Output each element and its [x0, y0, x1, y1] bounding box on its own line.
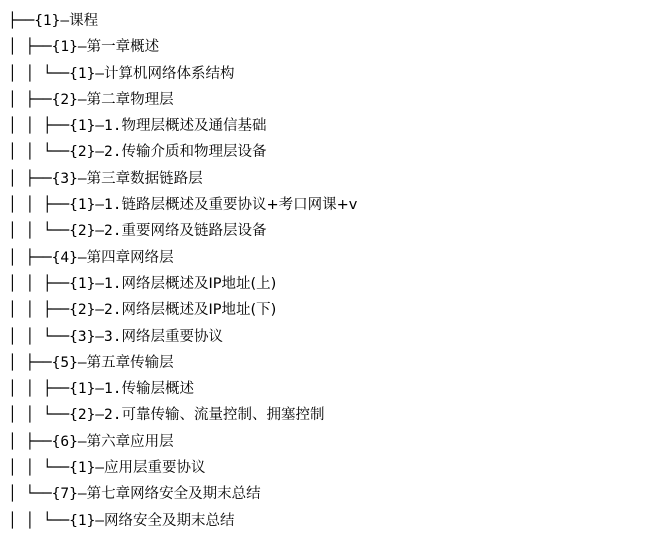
- tree-row-label: 传输层概述: [121, 381, 194, 398]
- tree-row-label: 传输介质和物理层设备: [121, 144, 267, 161]
- tree-branch-prefix: │ │ ├──{1}–1.: [8, 118, 122, 135]
- tree-row-label: 物理层概述及通信基础: [121, 118, 267, 135]
- tree-row-label: 可靠传输、流量控制、拥塞控制: [121, 407, 325, 424]
- tree-row[interactable]: [0, 34, 650, 60]
- tree-branch-prefix: │ │ └──{1}–: [8, 512, 105, 529]
- tree-row-label: 网络层概述及IP地址(下): [121, 302, 277, 319]
- tree-row[interactable]: [0, 192, 650, 218]
- tree-branch-prefix: │ ├──{3}–: [8, 170, 87, 187]
- tree-row-label: 计算机网络体系结构: [104, 65, 235, 82]
- tree-row-label: 第五章传输层: [86, 354, 174, 371]
- tree-branch-prefix: │ ├──{5}–: [8, 354, 87, 371]
- tree-row-label: 第一章概述: [86, 39, 160, 56]
- tree-row-label: 网络层概述及IP地址(上): [121, 275, 277, 292]
- tree-row[interactable]: [0, 481, 650, 507]
- tree-branch-prefix: │ │ └──{2}–2.: [8, 144, 122, 161]
- tree-row-label: 第三章数据链路层: [86, 170, 203, 187]
- tree-row-label: 重要网络及链路层设备: [121, 223, 267, 240]
- tree-row[interactable]: [0, 139, 650, 165]
- tree-branch-prefix: │ │ └──{1}–: [8, 460, 105, 477]
- tree-branch-prefix: │ │ └──{2}–2.: [8, 223, 122, 240]
- tree-row[interactable]: [0, 113, 650, 139]
- tree-row-label: 第六章应用层: [86, 433, 174, 450]
- tree-row[interactable]: [0, 166, 650, 192]
- tree-row[interactable]: [0, 402, 650, 428]
- tree-branch-prefix: │ │ ├──{2}–2.: [8, 302, 122, 319]
- tree-branch-prefix: │ └──{7}–: [8, 486, 87, 503]
- tree-row-label: 网络层重要协议: [121, 328, 223, 345]
- tree-row[interactable]: [0, 455, 650, 481]
- tree-branch-prefix: │ │ ├──{1}–1.: [8, 275, 122, 292]
- tree-row[interactable]: [0, 271, 650, 297]
- tree-row[interactable]: [0, 376, 650, 402]
- tree-row[interactable]: [0, 218, 650, 244]
- tree-branch-prefix: │ │ ├──{1}–1.: [8, 197, 122, 214]
- tree-branch-prefix: ├──{1}–: [8, 13, 70, 29]
- tree-row-label: 课程: [69, 13, 99, 29]
- tree-branch-prefix: │ ├──{1}–: [8, 39, 87, 56]
- tree-row[interactable]: [0, 61, 650, 87]
- tree-row[interactable]: [0, 508, 650, 534]
- tree-row-label: 链路层概述及重要协议+考口网课+v: [121, 197, 358, 214]
- tree-row[interactable]: [0, 324, 650, 350]
- tree-row-label: 第七章网络安全及期末总结: [86, 486, 261, 503]
- tree-row[interactable]: [0, 350, 650, 376]
- tree-row[interactable]: [0, 245, 650, 271]
- tree-branch-prefix: │ │ └──{1}–: [8, 65, 105, 82]
- tree-row-label: 第四章网络层: [86, 249, 174, 266]
- tree-branch-prefix: │ ├──{4}–: [8, 249, 87, 266]
- tree-branch-prefix: │ │ └──{2}–2.: [8, 407, 122, 424]
- tree-branch-prefix: │ ├──{6}–: [8, 433, 87, 450]
- tree-branch-prefix: │ ├──{2}–: [8, 91, 87, 108]
- tree-branch-prefix: │ │ └──{3}–3.: [8, 328, 122, 345]
- tree-branch-prefix: │ │ ├──{1}–1.: [8, 381, 122, 398]
- tree-row[interactable]: [0, 297, 650, 323]
- tree-row-label: 网络安全及期末总结: [104, 512, 235, 529]
- tree-row[interactable]: [0, 429, 650, 455]
- tree-row[interactable]: [0, 8, 650, 34]
- tree-row-label: 第二章物理层: [86, 91, 174, 108]
- tree-row[interactable]: [0, 87, 650, 113]
- tree-row-label: 应用层重要协议: [104, 460, 206, 477]
